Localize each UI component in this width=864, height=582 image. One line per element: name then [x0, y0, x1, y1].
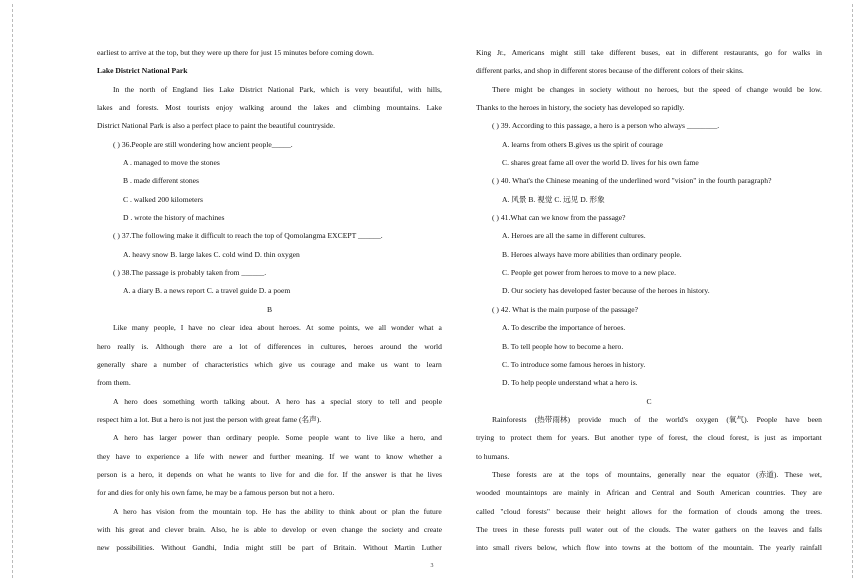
left-text-line: they have to experience a life with newer and further meaning. If we want to know whether a [97, 451, 442, 461]
right-text-line: D. To help people understand what a hero is. [502, 378, 638, 388]
left-text-line: ( ) 36.People are still wondering how ancient people_____. [113, 139, 293, 149]
left-text-line: A. heavy snow B. large lakes C. cold wind D. thin oxygen [123, 249, 300, 259]
left-text-line: Like many people, I have no clear idea about heroes. At some points, we all wonder what a [113, 323, 442, 333]
right-text-line: called "cloud forests" because their height allows for the formation of clouds among the trees. [476, 506, 822, 516]
right-text-line: A. learns from others B.gives us the spirit of courage [502, 139, 663, 149]
left-text-line: ( ) 37.The following make it difficult to reach the top of Qomolangma EXCEPT ______. [113, 231, 383, 241]
right-text-line: ( ) 41.What can we know from the passage? [492, 213, 626, 223]
left-text-line: A. a diary B. a news report C. a travel guide D. a poem [123, 286, 291, 296]
left-text-line: District National Park is also a perfect place to paint the beautiful countryside. [97, 121, 336, 131]
left-text-line: ( ) 38.The passage is probably taken from ______. [113, 268, 267, 278]
right-text-line: These forests are at the tops of mountains, generally near the equator (赤道). These wet, [492, 469, 822, 479]
left-text-line: person is a hero, it depends on what he wants to live for and die for. If the answer is that he lives [97, 469, 442, 479]
right-text-line: B. Heroes always have more abilities than ordinary people. [502, 249, 682, 259]
right-text-line: King Jr., Americans might still take different buses, eat in different restaurants, go for walks in [476, 48, 822, 57]
left-text-line: respect him a lot. But a hero is not just the person with great fame (名声). [97, 414, 322, 424]
fold-line-left [12, 4, 13, 578]
right-text-line: ( ) 40. What's the Chinese meaning of the underlined word "vision" in the fourth paragraph? [492, 176, 772, 186]
left-text-line: new possibilities. Without Gandhi, India might still be part of Britain. Without Martin Luther [97, 543, 442, 553]
left-text-line: B . made different stones [123, 176, 199, 186]
left-text-line: lakes and forests. Most tourists enjoy walking around the lakes and climbing mountains. Lake [97, 103, 442, 113]
right-text-line: Rainforests (热带雨林) provide much of the world's oxygen (氧气). People have been [492, 414, 822, 424]
left-text-line: earliest to arrive at the top, but they were up there for just 15 minutes before coming down. [97, 48, 374, 57]
left-text-line: generally share a number of characteristics which give us courage and make us want to learn [97, 359, 442, 369]
right-text-line: There might be changes in society without no heroes, but the speed of change would be low. [492, 84, 822, 94]
right-text-line: C. People get power from heroes to move to a new place. [502, 268, 676, 278]
right-text-line: trying to protect them for years. But another type of forest, the cloud forest, is just as important [476, 433, 822, 443]
left-text-line: A . managed to move the stones [123, 158, 220, 168]
fold-line-right [852, 4, 853, 578]
right-text-line: The trees in these forests pull water out of the clouds. The water gathers on the leaves and falls [476, 524, 822, 534]
left-text-line: Lake District National Park [97, 66, 188, 76]
left-text-line: B [266, 304, 273, 314]
right-column [476, 44, 822, 558]
right-text-line: ( ) 39. According to this passage, a hero is a person who always ________. [492, 121, 720, 131]
left-text-line: D . wrote the history of machines [123, 213, 225, 223]
right-text-line: B. To tell people how to become a hero. [502, 341, 624, 351]
left-text-line: with his great and clever brain. Also, he is able to develop or even change the society and create [97, 524, 442, 534]
right-text-line: different parks, and shop in different stores because of the different colors of their skins. [476, 66, 744, 76]
left-text-line: In the north of England lies Lake District National Park, which is very beautiful, with hills, [113, 84, 442, 94]
left-text-line: for and dies for only his own fame, he may be a famous person but not a hero. [97, 488, 335, 498]
right-text-line: C. To introduce some famous heroes in history. [502, 359, 646, 369]
right-text-line: D. Our society has developed faster because of the heroes in history. [502, 286, 710, 296]
right-text-line: A. To describe the importance of heroes. [502, 323, 626, 333]
left-text-line: C . walked 200 kilometers [123, 194, 203, 204]
left-text-line: from them. [97, 378, 131, 388]
right-text-line: C. shares great fame all over the world D. lives for his own fame [502, 158, 699, 168]
right-text-line: ( ) 42. What is the main purpose of the passage? [492, 304, 638, 314]
left-text-line: A hero does something worth talking about. A hero has a special story to tell and people [113, 396, 442, 406]
left-text-line: A hero has larger power than ordinary people. Some people want to live like a hero, and [113, 433, 442, 443]
right-text-line: into small rivers below, which flow into towns at the bottom of the mountain. The yearly rainfall [476, 543, 822, 553]
left-text-line: hero really is. Although there are a lot of differences in cultures, heroes around the world [97, 341, 442, 351]
right-text-line: A. Heroes are all the same in different cultures. [502, 231, 646, 241]
right-text-line: C [646, 396, 652, 406]
left-text-line: A hero has vision from the mountain top. He has the ability to think about or plan the future [113, 506, 442, 516]
right-text-line: wooded mountaintops are mainly in African and Central and South American countries. They are [476, 488, 822, 498]
right-text-line: Thanks to the heroes in history, the society has developed so rapidly. [476, 103, 685, 113]
right-text-line: to humans. [476, 451, 510, 461]
left-column [97, 44, 442, 558]
page-number: 3 [430, 563, 434, 569]
right-text-line: A. 风景 B. 視觉 C. 远见 D. 形象 [502, 194, 605, 204]
